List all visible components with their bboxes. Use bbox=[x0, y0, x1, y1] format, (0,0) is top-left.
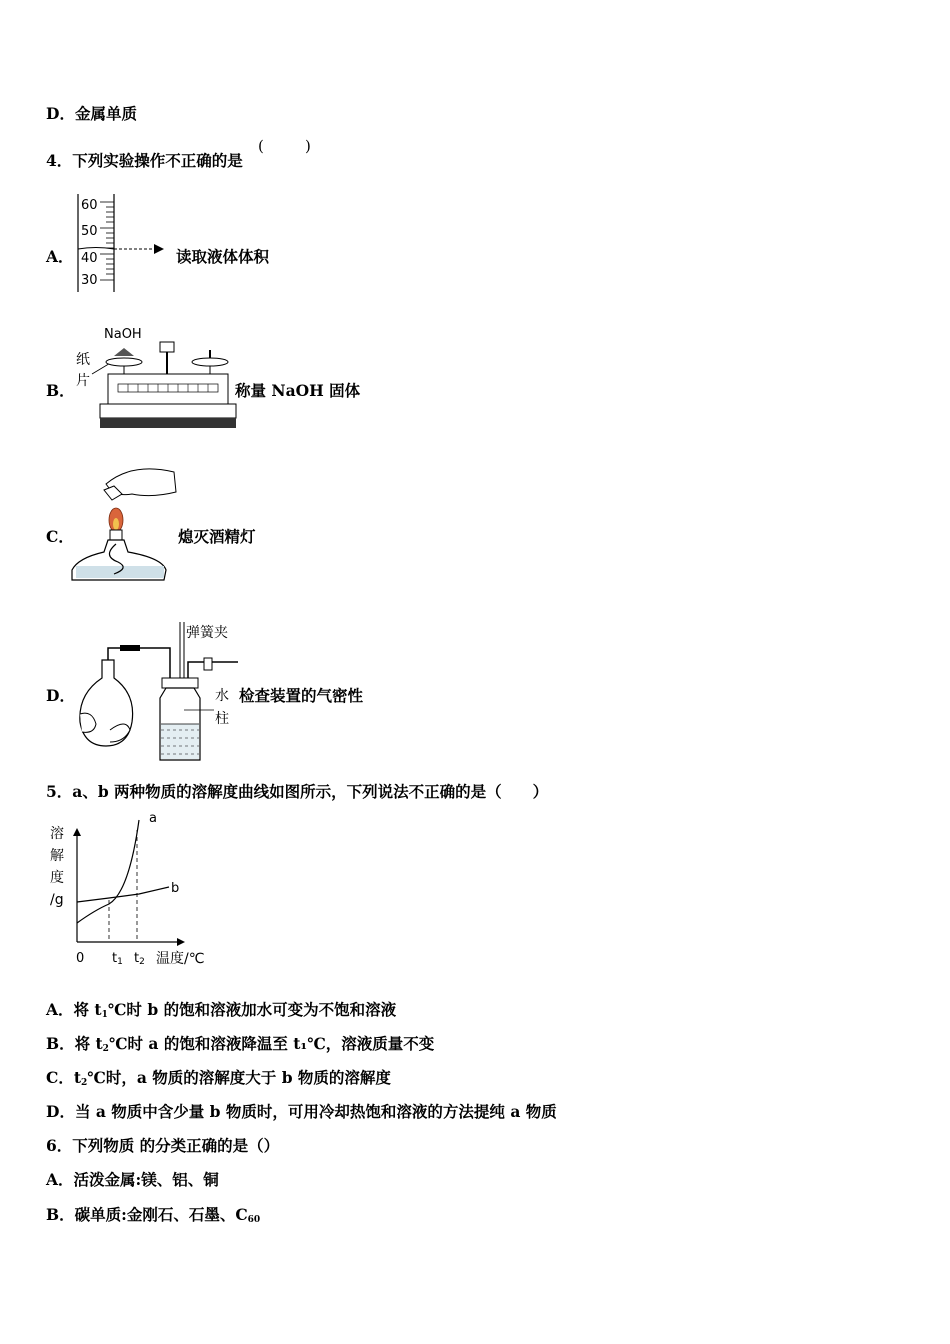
cylinder-mark-60: 60 bbox=[81, 198, 98, 213]
column-label: 柱 bbox=[215, 711, 229, 727]
curve-b bbox=[77, 887, 169, 902]
y-axis-label-3: 度 bbox=[50, 870, 64, 886]
series-a-label: a bbox=[149, 811, 157, 826]
q6-option-a: A．活泼金属:镁、铝、铜 bbox=[46, 1170, 219, 1189]
prev-option-d: D．金属单质 bbox=[46, 104, 137, 123]
q4-option-c-caption: 熄灭酒精灯 bbox=[178, 527, 256, 546]
t1-tick-label: t1 bbox=[112, 951, 123, 967]
q4-option-d-letter: D． bbox=[46, 686, 75, 705]
q5-option-b: B．将 $t_2℃$时 a 的饱和溶液降温至 t₁℃，溶液质量不变 bbox=[46, 1034, 435, 1054]
cylinder-mark-40: 40 bbox=[81, 251, 98, 266]
balance-figure bbox=[72, 322, 242, 432]
naoh-label: NaOH bbox=[104, 327, 142, 342]
paper-label-1: 纸 bbox=[76, 352, 90, 368]
y-axis-label-2: 解 bbox=[50, 848, 64, 864]
x-axis-label: 温度/℃ bbox=[156, 951, 205, 967]
q4-paren-close: ) bbox=[305, 137, 311, 155]
y-axis-label-1: 溶 bbox=[50, 826, 64, 842]
q4-paren-open: ( bbox=[258, 137, 264, 155]
curve-a bbox=[77, 820, 139, 923]
spring-clip-label: 弹簧夹 bbox=[186, 625, 228, 641]
q6-option-b: B．碳单质:金刚石、石墨、$C_{60}$ bbox=[46, 1205, 261, 1225]
q4-option-d-caption: 检查装置的气密性 bbox=[239, 686, 364, 705]
origin-label: 0 bbox=[76, 951, 85, 966]
paper-label-2: 片 bbox=[76, 373, 90, 389]
q4-stem: 4．下列实验操作不正确的是 bbox=[46, 151, 243, 170]
solubility-chart bbox=[45, 808, 225, 973]
water-label: 水 bbox=[215, 688, 229, 704]
q4-option-b-letter: B． bbox=[46, 381, 75, 400]
q4-option-b-caption: 称量 NaOH 固体 bbox=[235, 381, 361, 400]
q6-stem: 6．下列物质 的分类正确的是（） bbox=[46, 1136, 280, 1155]
alcohol-lamp-figure bbox=[72, 462, 182, 586]
graduated-cylinder-figure bbox=[70, 192, 180, 294]
cylinder-mark-30: 30 bbox=[81, 273, 98, 288]
q5-stem: 5．a、b 两种物质的溶解度曲线如图所示，下列说法不正确的是（ ） bbox=[46, 782, 549, 801]
q5-option-a: A．将 $t_1℃$时 b 的饱和溶液加水可变为不饱和溶液 bbox=[46, 1000, 397, 1020]
y-axis-label-4: /g bbox=[50, 892, 64, 908]
q5-option-d: D．当 a 物质中含少量 b 物质时，可用冷却热饱和溶液的方法提纯 a 物质 bbox=[46, 1102, 557, 1121]
q4-option-c-letter: C． bbox=[46, 527, 74, 546]
t2-tick-label: t2 bbox=[134, 951, 145, 967]
series-b-label: b bbox=[171, 881, 180, 896]
airtightness-figure bbox=[70, 618, 250, 764]
q5-option-c: C．$t_2℃$时，a 物质的溶解度大于 b 物质的溶解度 bbox=[46, 1068, 391, 1088]
q4-option-a-letter: A． bbox=[46, 247, 74, 266]
cylinder-mark-50: 50 bbox=[81, 224, 98, 239]
q4-option-a-caption: 读取液体体积 bbox=[176, 247, 270, 266]
